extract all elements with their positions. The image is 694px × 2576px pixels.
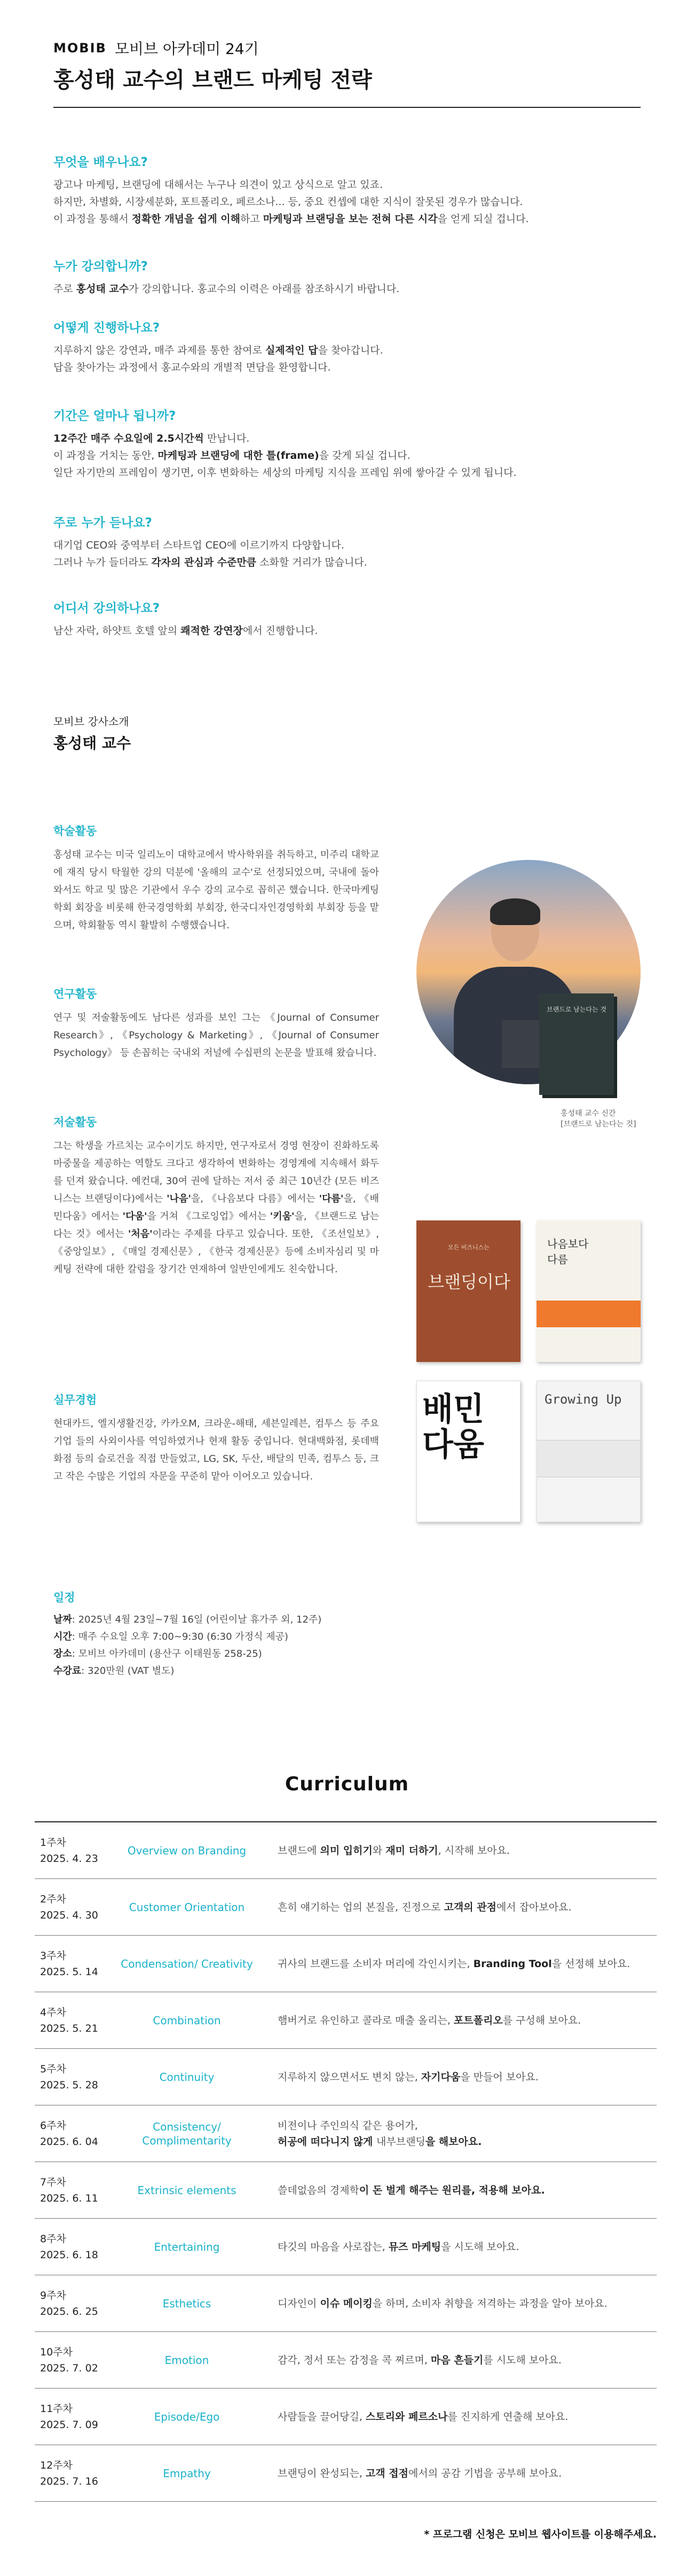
page-title: 홍성태 교수의 브랜드 마케팅 전략	[53, 68, 372, 92]
section-text: 홍성태 교수는 미국 일리노이 대학교에서 박사학위를 취득하고, 미주리 대학교에 재직 당시 탁월한 강의 덕분에 '올해의 교수'로 선정되었으며, 국내에 돌아와서도 학교 및 많은 기관에서 우수 강의 교수로 꼽히곤 했습니다. 한국마케팅학회 회장을 비롯해 한국경영학회 부회장, 한국디자인경영학회 부회장 등을 맡으며, 학회활동 역시 활발히 수행했습니다.	[53, 849, 379, 931]
section-text: 연구 및 저술활동에도 남다른 성과를 보인 그는 《Journal of Consumer Research》, 《Psychology & Marketing》, 《Journal of Consumer Psychology》 등 손꼽히는 국내외 저널에 수십편의 논문을 발표해 왔습니다.	[53, 1012, 379, 1059]
qa-answer-line: 이 과정을 통해서 정확한 개념을 쉽게 이해하고 마케팅과 브랜딩을 보는 전혀 다른 시각을 얻게 되실 겁니다.	[53, 213, 529, 225]
qa-what	[53, 152, 641, 228]
qa-question: 어디서 강의하나요?	[53, 601, 160, 615]
week-cell: 12주차 2025. 7. 16	[40, 2459, 98, 2487]
qa-how	[53, 318, 641, 376]
qa-answer-line: 주로 홍성태 교수가 강의합니다. 홍교수의 이력은 아래를 참조하시기 바랍니다.	[53, 283, 400, 295]
topic-cell: Continuity	[159, 2070, 215, 2084]
schedule-row: 수강료: 320만원 (VAT 별도)	[53, 1665, 175, 1677]
qa-duration	[53, 406, 641, 481]
qa-who	[53, 256, 641, 297]
section-writing	[53, 1114, 379, 1278]
qa-answer-line: 이 과정을 거치는 동안, 마케팅과 브랜딩에 대한 틀(frame)을 갖게 되실 겁니다.	[53, 450, 411, 461]
qa-answer-line: 일단 자기만의 프레임이 생기면, 이후 변화하는 세상의 마케팅 지식을 프레임 위에 쌓아갈 수 있게 됩니다.	[53, 467, 517, 479]
topic-cell: Entertaining	[154, 2240, 220, 2253]
qa-question: 무엇을 배우나요?	[53, 155, 148, 169]
curriculum-row	[35, 2445, 657, 2502]
week-cell: 10주차 2025. 7. 02	[40, 2346, 98, 2374]
qa-question: 주로 누가 듣나요?	[53, 516, 152, 530]
qa-answer-line: 대기업 CEO와 중역부터 스타트업 CEO에 이르기까지 다양합니다.	[53, 539, 344, 551]
curriculum-title: Curriculum	[285, 1773, 409, 1795]
qa-question: 누가 강의합니까?	[53, 260, 148, 273]
topic-cell: Combination	[153, 2014, 221, 2027]
section-title: 연구활동	[53, 988, 97, 1000]
new-book-image	[539, 993, 614, 1095]
topic-cell: Esthetics	[162, 2297, 211, 2310]
qa-answer-line: 답을 찾아가는 과정에서 홍교수와의 개별적 면담을 환영합니다.	[53, 362, 331, 373]
section-research	[53, 985, 379, 1062]
curriculum-row	[35, 2275, 657, 2332]
description-cell: 흔히 얘기하는 업의 본질을, 진정으로 고객의 관점에서 잡아보아요.	[278, 1901, 572, 1913]
topic-cell: Extrinsic elements	[137, 2183, 236, 2197]
mobib-logo: M O B I B	[53, 41, 105, 56]
week-cell: 5주차 2025. 5. 28	[40, 2063, 98, 2091]
curriculum-row	[35, 2332, 657, 2389]
week-cell: 8주차 2025. 6. 18	[40, 2233, 98, 2261]
description-cell: 지루하지 않으면서도 변치 않는, 자기다움을 만들어 보아요.	[278, 2071, 539, 2083]
signup-note: * 프로그램 신청은 모비브 웹사이트를 이용해주세요.	[424, 2528, 657, 2540]
week-cell: 11주차 2025. 7. 09	[40, 2402, 98, 2431]
week-cell: 1주차 2025. 4. 23	[40, 1836, 98, 1865]
book-cover-branding: 모든 비즈니스는 브랜딩이다	[416, 1220, 520, 1362]
description-cell: 비전이나 주인의식 같은 용어가, 허공에 떠다니지 않게 내부브랜딩을 해보아요.	[278, 2119, 482, 2148]
curriculum-row	[35, 1879, 657, 1936]
photo-caption: 홍성태 교수 신간 [브랜드로 남는다는 것]	[561, 1109, 636, 1129]
curriculum-row	[35, 1936, 657, 1992]
qa-question: 기간은 얼마나 됩니까?	[53, 409, 176, 423]
instructor-label: 모비브 강사소개	[53, 715, 129, 728]
qa-answer-line: 그러나 누가 들더라도 각자의 관심과 수준만큼 소화할 거리가 많습니다.	[53, 557, 367, 568]
brand-name: 모비브 아카데미 24기	[114, 40, 259, 58]
qa-answer-line: 12주간 매주 수요일에 2.5시간씩 만납니다.	[53, 433, 250, 444]
qa-answer-line: 하지만, 차별화, 시장세분화, 포트폴리오, 페르소나... 등, 중요 컨셉에 대한 지식이 잘못된 경우가 많습니다.	[53, 196, 523, 208]
title-divider	[53, 107, 641, 108]
topic-cell: Empathy	[163, 2467, 211, 2480]
curriculum-row	[35, 2162, 657, 2219]
curriculum-table	[35, 1821, 657, 2502]
section-academic	[53, 823, 379, 934]
description-cell: 사람들을 끌어당길, 스토리와 페르소나를 진지하게 연출해 보아요.	[278, 2410, 569, 2423]
description-cell: 브랜딩이 완성되는, 고객 접점에서의 공감 기법을 공부해 보아요.	[278, 2467, 562, 2479]
curriculum-row	[35, 2219, 657, 2275]
topic-cell: Overview on Branding	[127, 1844, 247, 1857]
topic-cell: Consistency/ Complimentarity	[142, 2120, 232, 2147]
schedule-row: 날짜: 2025년 4월 23일~7월 16일 (어린이날 휴가주 외, 12주)	[53, 1614, 322, 1625]
qa-audience	[53, 513, 641, 571]
description-cell: 브랜드에 의미 입히기와 재미 더하기, 시작해 보아요.	[278, 1844, 510, 1857]
section-text: 그는 학생을 가르치는 교수이기도 하지만, 연구자로서 경영 현장이 진화하도록 마중물을 제공하는 역할도 크다고 생각하여 변화하는 경영계에 지속해서 화두를 던져 왔습니다. 예컨대, 30여 권에 달하는 저서 중 최근 10년간 (모든 비즈니스는 브랜딩이다)에서는 '나음'을, 《나음보다 다름》에서는 '다름'을, 《배민다움》에서는 '다움'을 거쳐 《그로잉업》에서는 '키움'을, 《브랜드로 남는다는 것》에서는 '처음'이라는 주제를 다루고 있습니다. 또한, 《조선일보》, 《중앙일보》, 《매일 경제신문》, 《한국 경제신문》등에 소비자심리 및 마케팅 전략에 대한 칼럼을 장기간 연재하여 일반인에게도 친숙합니다.	[53, 1140, 379, 1275]
week-cell: 6주차 2025. 6. 04	[40, 2119, 98, 2148]
curriculum-row	[35, 1822, 657, 1879]
qa-answer-line: 광고나 마케팅, 브랜딩에 대해서는 누구나 의견이 있고 상식으로 알고 있죠.	[53, 179, 383, 191]
curriculum-row	[35, 2105, 657, 2162]
week-cell: 9주차 2025. 6. 25	[40, 2289, 98, 2317]
curriculum-row	[35, 2389, 657, 2445]
instructor-name: 홍성태 교수	[53, 734, 131, 752]
person-hair	[490, 898, 540, 925]
description-cell: 햄버거로 유인하고 콜라로 매출 올리는, 포트폴리오를 구성해 보아요.	[278, 2014, 581, 2026]
topic-cell: Episode/Ego	[154, 2410, 220, 2423]
qa-question: 어떻게 진행하나요?	[53, 321, 160, 335]
curriculum-row	[35, 2049, 657, 2105]
section-title: 실무경험	[53, 1393, 97, 1406]
topic-cell: Condensation/ Creativity	[121, 1957, 253, 1970]
section-title: 저술활동	[53, 1116, 97, 1129]
qa-answer-line: 지루하지 않은 강연과, 매주 과제를 통한 참여로 실제적인 답을 찾아갑니다.	[53, 344, 383, 356]
description-cell: 감각, 정서 또는 감정을 콕 찌르며, 마음 흔들기를 시도해 보아요.	[278, 2354, 562, 2366]
week-cell: 7주차 2025. 6. 11	[40, 2176, 98, 2204]
topic-cell: Customer Orientation	[129, 1900, 245, 1914]
qa-answer-line: 남산 자락, 하얏트 호텔 앞의 쾌적한 강연장에서 진행합니다.	[53, 625, 318, 637]
section-experience	[53, 1391, 379, 1485]
week-cell: 2주차 2025. 4. 30	[40, 1893, 98, 1921]
schedule-title: 일정	[53, 1591, 75, 1604]
description-cell: 쓸데없음의 경제학이 돈 벌게 해주는 원리를, 적용해 보아요.	[278, 2184, 545, 2196]
description-cell: 귀사의 브랜드를 소비자 머리에 각인시키는, Branding Tool을 선정해 보아요.	[278, 1958, 630, 1970]
section-text: 현대카드, 엘지생활건강, 카카오M, 크라운-해태, 세븐일레븐, 컴투스 등 주요 기업 들의 사외이사를 역임하였거나 현재 활동 중입니다. 현대백화점, 롯데백화점 등의 슬로건을 직접 만들었고, LG, SK, 두산, 배달의 민족, 컴투스 등, 크고 작은 수많은 기업의 자문을 꾸준히 맡아 이어오고 있습니다.	[53, 1418, 379, 1482]
new-book-title: 브랜드로 남는다는 것	[547, 1006, 606, 1013]
header-brand	[53, 37, 259, 59]
section-title: 학술활동	[53, 825, 97, 837]
book-cover-baemin: 배민 다움	[416, 1381, 520, 1522]
book-cover-growing-up: Growing Up	[537, 1381, 641, 1522]
curriculum-row	[35, 1992, 657, 2049]
description-cell: 타깃의 마음을 사로잡는, 뮤즈 마케팅을 시도해 보아요.	[278, 2241, 519, 2253]
week-cell: 3주차 2025. 5. 14	[40, 1949, 98, 1978]
qa-where	[53, 598, 641, 639]
schedule-row: 장소: 모비브 아카데미 (용산구 이태원동 258-25)	[53, 1648, 262, 1659]
description-cell: 디자인이 이슈 메이킹을 하며, 소비자 취향을 저격하는 과정을 알아 보아요.	[278, 2297, 608, 2309]
week-cell: 4주차 2025. 5. 21	[40, 2006, 98, 2034]
topic-cell: Emotion	[164, 2353, 209, 2367]
schedule-row: 시간: 매주 수요일 오후 7:00~9:30 (6:30 가정식 제공)	[53, 1631, 288, 1642]
schedule	[53, 1589, 427, 1680]
book-cover-difference: 나음보다 다름	[537, 1220, 641, 1362]
